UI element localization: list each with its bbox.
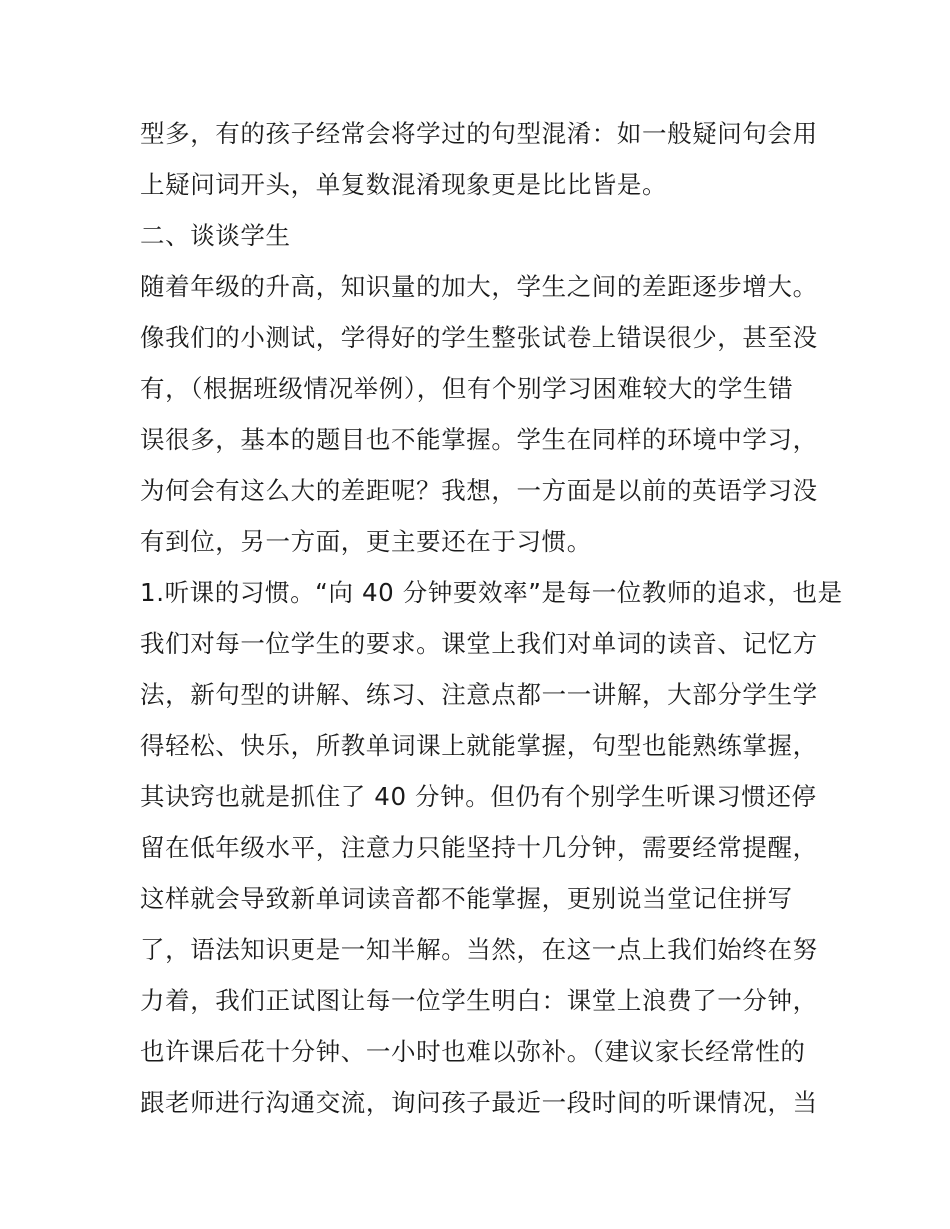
text-line: 有，（根据班级情况举例），但有个别学习困难较大的学生错 [140,374,794,403]
text-line: 我们对每一位学生的要求。课堂上我们对单词的读音、记忆方 [140,629,818,658]
text-line: 这样就会导致新单词读音都不能掌握，更别说当堂记住拼写 [140,884,793,913]
text-line: 像我们的小测试，学得好的学生整张试卷上错误很少，甚至没 [140,323,818,352]
text-line: 上疑问词开头，单复数混淆现象更是比比皆是。 [140,170,668,199]
text-line: 有到位，另一方面，更主要还在于习惯。 [140,527,592,556]
text-line: 也许课后花十分钟、一小时也难以弥补。（建议家长经常性的 [140,1037,806,1066]
text-line: 跟老师进行沟通交流，询问孩子最近一段时间的听课情况，当 [140,1088,818,1117]
text-line: 了，语法知识更是一知半解。当然，在这一点上我们始终在努 [140,935,818,964]
text-line: 随着年级的升高，知识量的加大，学生之间的差距逐步增大。 [140,272,818,301]
text-line: 其诀窍也就是抓住了 40 分钟。但仍有个别学生听课习惯还停 [140,782,817,811]
text-line: 误很多，基本的题目也不能掌握。学生在同样的环境中学习， [140,425,818,454]
text-line: 为何会有这么大的差距呢？我想，一方面是以前的英语学习没 [140,476,818,505]
text-line: 得轻松、快乐，所教单词课上就能掌握，句型也能熟练掌握， [140,731,818,760]
text-line: 留在低年级水平，注意力只能坚持十几分钟，需要经常提醒， [140,833,818,862]
section-heading: 二、谈谈学生 [140,221,291,250]
text-line: 型多，有的孩子经常会将学过的句型混淆：如一般疑问句会用 [140,119,818,148]
body-text [140,108,843,1128]
text-line: 力着，我们正试图让每一位学生明白：课堂上浪费了一分钟， [140,986,818,1015]
text-line: 法，新句型的讲解、练习、注意点都一一讲解，大部分学生学 [140,680,818,709]
list-item-heading: 1.听课的习惯。“向 40 分钟要效率”是每一位教师的追求，也是 [140,578,843,607]
